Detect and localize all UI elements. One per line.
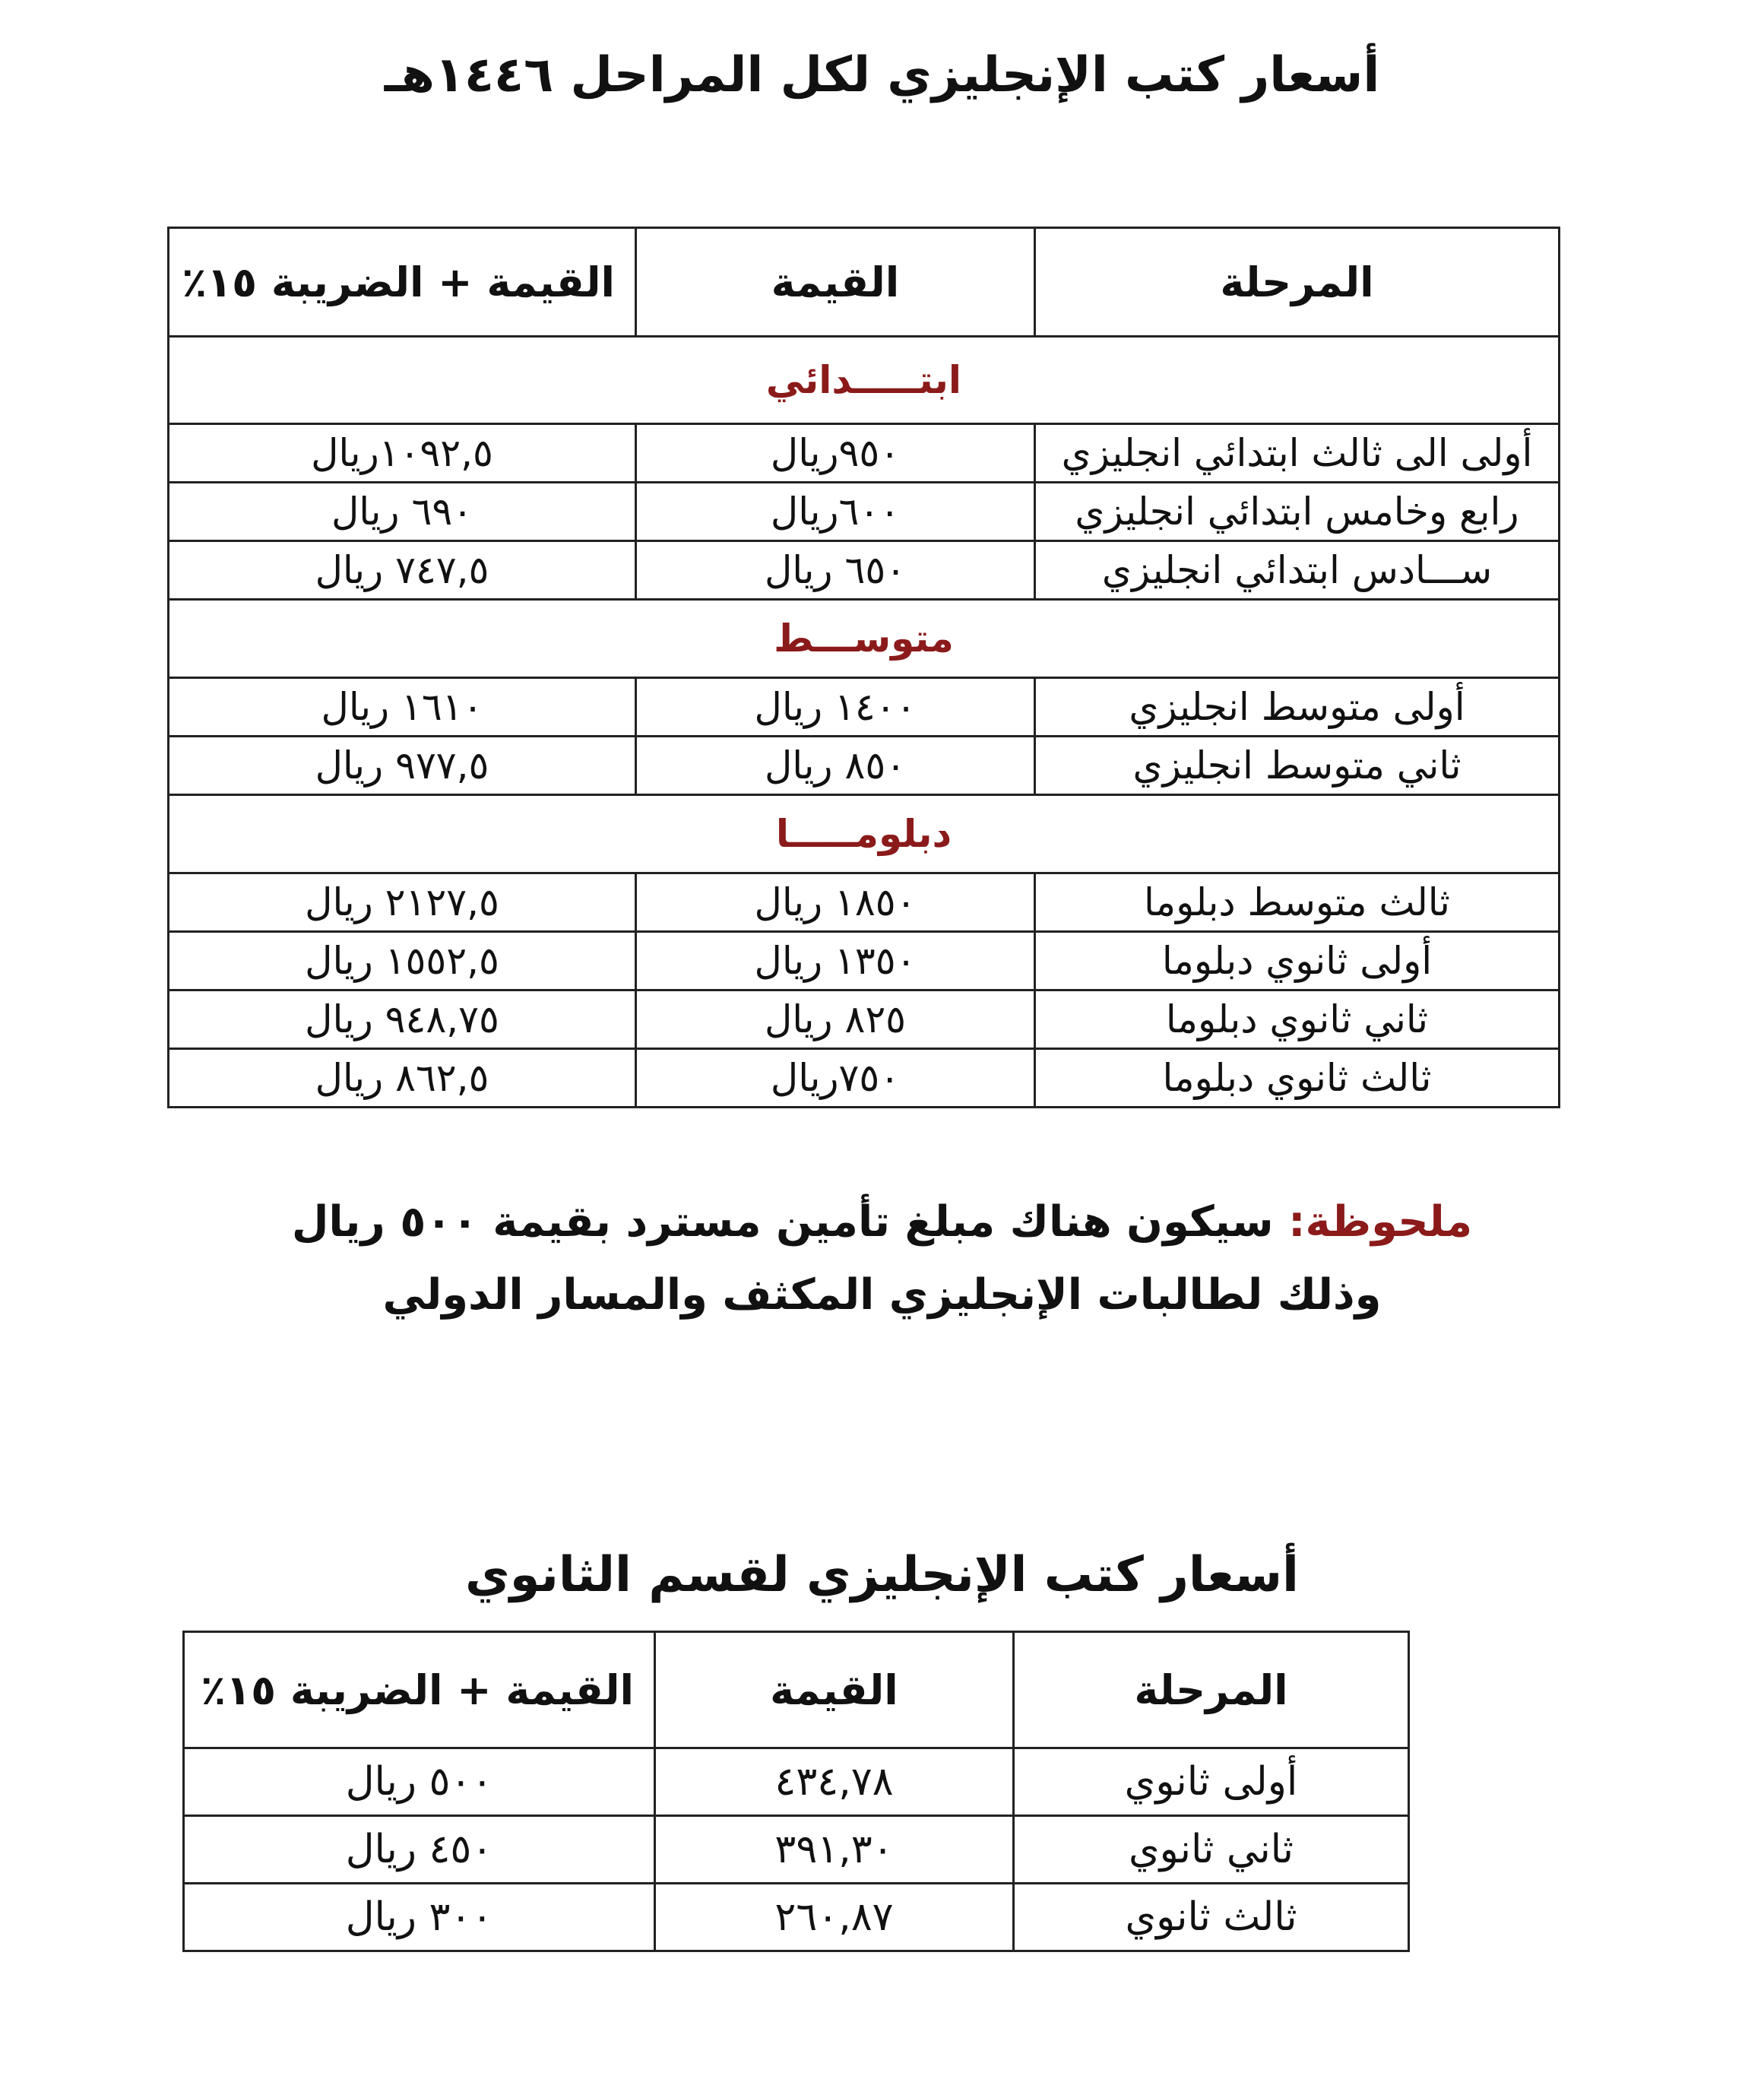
table-header-row <box>184 1632 1409 1748</box>
table-row <box>169 990 1560 1049</box>
cell-total: ٧٤٧,٥ ريال <box>169 541 636 600</box>
cell-stage: أولى ثانوي دبلوما <box>1035 932 1560 990</box>
cell-total: ٥٠٠ ريال <box>184 1748 655 1816</box>
page-title: أسعار كتب الإنجليزي لكل المراحل ١٤٤٦هـ <box>384 47 1380 103</box>
cell-stage: ثالث متوسط دبلوما <box>1035 873 1560 932</box>
cell-total: ٩٧٧,٥ ريال <box>169 737 636 795</box>
secondary-price-table <box>182 1631 1410 1952</box>
table-row <box>169 678 1560 737</box>
secondary-section-title: أسعار كتب الإنجليزي لقسم الثانوي <box>465 1547 1299 1603</box>
section-title-diploma: دبلومـــــا <box>169 795 1560 873</box>
note-text-1: سيكون هناك مبلغ تأمين مسترد بقيمة ٥٠٠ ريال <box>291 1197 1274 1247</box>
cell-value: ٦٥٠ ريال <box>636 541 1035 600</box>
note-line-2: وذلك لطالبات الإنجليزي المكثف والمسار الدولي <box>382 1270 1382 1320</box>
table-row <box>169 483 1560 541</box>
cell-stage: ثالث ثانوي <box>1014 1884 1409 1951</box>
table-row <box>184 1748 1409 1816</box>
cell-value: ١٤٠٠ ريال <box>636 678 1035 737</box>
cell-value: ٦٠٠ريال <box>636 483 1035 541</box>
section-row <box>169 600 1560 678</box>
cell-total: ١٥٥٢,٥ ريال <box>169 932 636 990</box>
cell-value: ٨٥٠ ريال <box>636 737 1035 795</box>
header-total-with-tax: القيمة + الضريبة ١٥٪ <box>184 1632 655 1748</box>
section-row <box>169 795 1560 873</box>
table-header-row <box>169 228 1560 337</box>
cell-stage: ســـادس ابتدائي انجليزي <box>1035 541 1560 600</box>
deposit-note <box>0 1186 1764 1332</box>
cell-total: ٤٥٠ ريال <box>184 1816 655 1884</box>
cell-value: ١٣٥٠ ريال <box>636 932 1035 990</box>
table-row <box>169 873 1560 932</box>
cell-total: ٦٩٠ ريال <box>169 483 636 541</box>
cell-value: ٢٦٠,٨٧ <box>655 1884 1014 1951</box>
cell-stage: ثاني ثانوي <box>1014 1816 1409 1884</box>
cell-value: ٩٥٠ريال <box>636 424 1035 483</box>
cell-stage: أولى ثانوي <box>1014 1748 1409 1816</box>
cell-value: ٤٣٤,٧٨ <box>655 1748 1014 1816</box>
cell-total: ١٦١٠ ريال <box>169 678 636 737</box>
table-row <box>184 1816 1409 1884</box>
section-row <box>169 337 1560 424</box>
header-value: القيمة <box>636 228 1035 337</box>
cell-stage: رابع وخامس ابتدائي انجليزي <box>1035 483 1560 541</box>
cell-total: ٢١٢٧,٥ ريال <box>169 873 636 932</box>
section-title-intermediate: متوســـط <box>169 600 1560 678</box>
cell-stage: ثالث ثانوي دبلوما <box>1035 1049 1560 1108</box>
cell-value: ٣٩١,٣٠ <box>655 1816 1014 1884</box>
note-label: ملحوظة: <box>1288 1197 1473 1247</box>
cell-stage: ثاني متوسط انجليزي <box>1035 737 1560 795</box>
cell-value: ٧٥٠ريال <box>636 1049 1035 1108</box>
header-total-with-tax: القيمة + الضريبة ١٥٪ <box>169 228 636 337</box>
note-line-1 <box>0 1186 1764 1259</box>
table-row <box>169 1049 1560 1108</box>
header-stage: المرحلة <box>1014 1632 1409 1748</box>
cell-total: ٣٠٠ ريال <box>184 1884 655 1951</box>
table-row <box>184 1884 1409 1951</box>
cell-stage: أولى الى ثالث ابتدائي انجليزي <box>1035 424 1560 483</box>
cell-total: ٩٤٨,٧٥ ريال <box>169 990 636 1049</box>
section-title-primary: ابتـــــدائي <box>169 337 1560 424</box>
table-row <box>169 541 1560 600</box>
cell-stage: ثاني ثانوي دبلوما <box>1035 990 1560 1049</box>
header-value: القيمة <box>655 1632 1014 1748</box>
header-stage: المرحلة <box>1035 228 1560 337</box>
table-row <box>169 932 1560 990</box>
cell-total: ٨٦٢,٥ ريال <box>169 1049 636 1108</box>
cell-value: ١٨٥٠ ريال <box>636 873 1035 932</box>
table-row <box>169 424 1560 483</box>
all-stages-price-table <box>167 227 1560 1108</box>
table-row <box>169 737 1560 795</box>
cell-value: ٨٢٥ ريال <box>636 990 1035 1049</box>
cell-total: ١٠٩٢,٥ريال <box>169 424 636 483</box>
cell-stage: أولى متوسط انجليزي <box>1035 678 1560 737</box>
